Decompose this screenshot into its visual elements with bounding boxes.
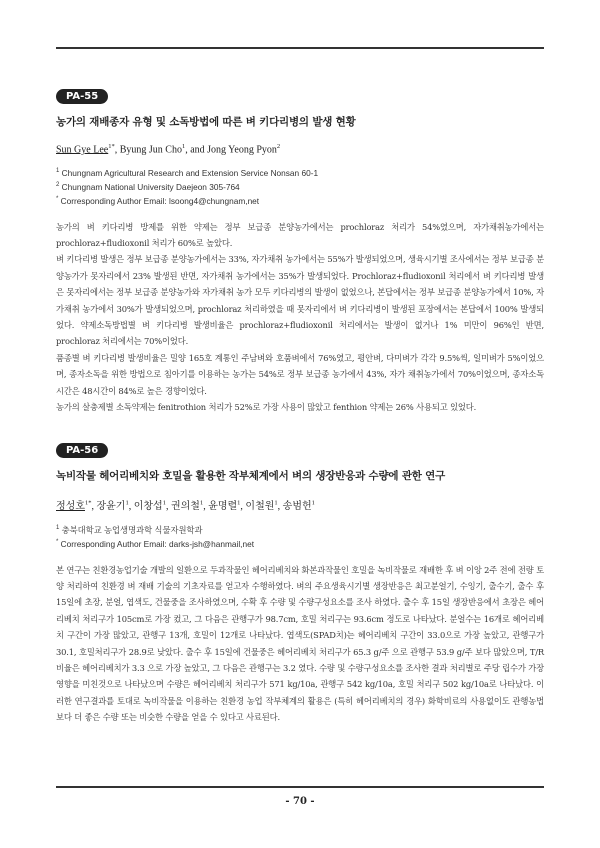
affiliation-line [56,522,544,536]
author-name: 이창섭 [133,501,163,512]
affiliation-line [56,536,544,550]
page-number: - 70 - [285,796,315,807]
author-affiliation-mark: 1* [84,499,92,507]
author-name: 송범헌 [282,501,312,512]
author-affiliation-mark: 1 [181,143,186,150]
affiliation-text: Corresponding Author Email: darks-jsh@hanmail,net [58,538,255,549]
author-separator: , [277,501,283,512]
affiliation-text: Corresponding Author Email: lsoong4@chungnam,net [58,195,260,206]
abstract-paragraph: 품종별 벼 키다리병 발생비율은 밀양 165호 계통인 주남벼와 호품벼에서 76%였고, 평안벼, 다미벼가 각각 9.5%씩, 일미벼가 5%이었으며, 종자소독을 위한 방법으로 침아기를 이용하는 농가는 54%로 정부 보급종 농가에서 43%, 자가 채취농가에서 70%이었으며, 종자소독시간은 48시간이 84%로 높은 경향이었다. [56,352,544,396]
bottom-rule [56,786,544,788]
affiliation-text: Chungnam Agricultural Research and Extension Service Nonsan 60-1 [59,168,319,179]
author-separator: , [128,501,134,512]
author-affiliation-mark: 1 [311,499,315,507]
author-affiliation-mark: 1 [162,499,166,507]
author-affiliation-mark: 1 [199,499,204,507]
author-affiliation-mark: 1 [125,499,129,507]
affiliation-list [56,522,544,550]
author-separator: , and [185,144,208,156]
affiliation-text: 충북대학교 농업생명과학 식물자원학과 [59,524,203,535]
abstract-id-badge: PA-55 [56,89,108,104]
abstract-id-badge: PA-56 [56,443,108,458]
author-name: Byung Jun Cho [119,144,182,156]
abstract-body [56,562,544,726]
author-affiliation-mark: 1 [237,499,241,507]
abstract-pa-55 [56,84,544,416]
author-list [56,497,544,512]
author-separator: , [165,501,171,512]
author-name: 권의철 [170,501,200,512]
author-separator: , [91,501,97,512]
affiliation-line [56,193,544,207]
abstract-paragraph: 벼 키다리병 발생은 정부 보급종 분양농가에서는 33%, 자가채취 농가에서는 55%가 발생되었으며, 생육시기별 조사에서는 정부 보급종 분양농가가 못자리에서 23% 발생된 반면, 자가채취 농가에서는 35%가 발생되었다. Prochloraz+fludioxonil 처리에서 벼 키다리병 발생은 못자리에서는 정부 보급종 분양농가와 자가채취 농가 모두 키다리병의 발생이 없었으나, 본답에서는 정부 보급종 분양농가에서 10%, 자가채취 농가에서 30%가 발생되었으며, prochloraz 처리하였을 때 못자리에서 벼 키다리병이 발생된 포장에서는 본답에서 100% 발생되었다. 약제소독방법별 벼 키다리병 발생비율은 prochloraz+fludioxonil 처리에서는 발생이 없거나 1% 미만이 96%인 반면, prochloraz 처리에서는 70%이었다. [56,254,544,347]
author-separator: , [240,501,246,512]
abstract-paragraph: 본 연구는 친환경농업기술 개발의 일환으로 두과작물인 헤어리베치와 화본과작물인 호밀을 녹비작물로 재배한 후 벼 이앙 2주 전에 전량 토양 처리하여 친환경 벼 재배 기술의 기초자료를 얻고자 수행하였다. 벼의 주요생육시기별 생장반응은 최고분얼기, 수잉기, 출수기, 출수 후 15일에 초장, 분얼, 엽색도, 건물중을 조사하였으며, 수확 후 수량 및 수량구성요소를 조사 하였다. 출수 후 15일 생장반응에서 초장은 헤어리베치 처리구가 105cm로 가장 컸고, 그 다음은 관행구가 98.7cm, 호밀 처리구는 93.6cm 정도로 나타났다. 분얼수는 16개로 헤어리베치 구간이 가장 많았고, 관행구 13개, 호밀이 12개로 나타났다. 엽색도(SPAD치)는 헤어리베치 구간이 33.0으로 가장 높았고, 관행구가 30.1, 호밀처리구가 28.9로 낮았다. 출수 후 15일에 건물중은 헤어리베치 처리구가 65.3 g/주 으로 관행구 53.9 g/주 보다 많았으며, T/R비율은 헤어리베치가 3.3 으로 가장 높았고, 그 다음은 관행구는 3.2 였다. 수량 및 수량구성요소를 조사한 결과 처리별로 주당 립수가 가장 영향을 미친것으로 나타났으며 수량은 헤어리베치 처리구가 571 kg/10a, 관행구 542 kg/10a, 호밀 처리구 502 kg/10a로 나타났다. 이러한 연구결과를 토대로 녹비작물을 이용하는 친환경 농업 작부체계의 활용은 (특히 헤어리베치의 경우) 화학비료의 사용없이도 관행농법 보다 더 좋은 수량 또는 비슷한 수량을 얻을 수 있다고 사료된다. [56,564,544,723]
abstract-title: 녹비작물 헤어리베치와 호밀을 활용한 작부체계에서 벼의 생장반응과 수량에 관한 연구 [56,470,446,482]
author-separator: , [203,501,209,512]
affiliation-mark: * [56,538,59,545]
author-affiliation-mark: 1 [274,499,278,507]
top-rule [56,47,544,49]
author-name: 장윤기 [96,501,126,512]
author-name: 정성호 [56,501,85,512]
author-affiliation-mark: 2 [276,143,281,150]
affiliation-text: Chungnam National University Daejeon 305-764 [59,181,240,192]
author-name: 이철원 [245,501,275,512]
abstract-pa-56 [56,438,544,726]
affiliation-line [56,179,544,193]
affiliation-mark: * [56,195,59,202]
affiliation-list [56,165,544,206]
affiliation-mark: 1 [56,525,60,531]
affiliation-line [56,165,544,179]
author-name: 윤명렬 [208,501,238,512]
author-name: Jong Yeong Pyon [207,144,277,156]
abstract-paragraph: 농가의 살충제별 소독약제는 fenitrothion 처리가 52%로 가장 사용이 많았고 fenthion 약제는 26% 사용되고 있었다. [56,402,477,413]
affiliation-mark: 2 [56,182,60,189]
abstract-paragraph: 농가의 벼 키다리병 방제를 위한 약제는 정부 보급종 분양농가에서는 prochloraz 처리가 54%였으며, 자가채취농가에서는 prochloraz+fludioxonil 처리가 60%로 높았다. [56,221,544,249]
author-separator: , [114,144,120,156]
author-name: Sun Gye Lee [56,144,109,156]
author-affiliation-mark: 1* [108,143,115,150]
affiliation-mark: 1 [56,168,60,175]
abstract-title: 농가의 재배종자 유형 및 소독방법에 따른 벼 키다리병의 발생 현황 [56,116,356,128]
abstract-body [56,219,544,416]
author-list [56,143,544,155]
